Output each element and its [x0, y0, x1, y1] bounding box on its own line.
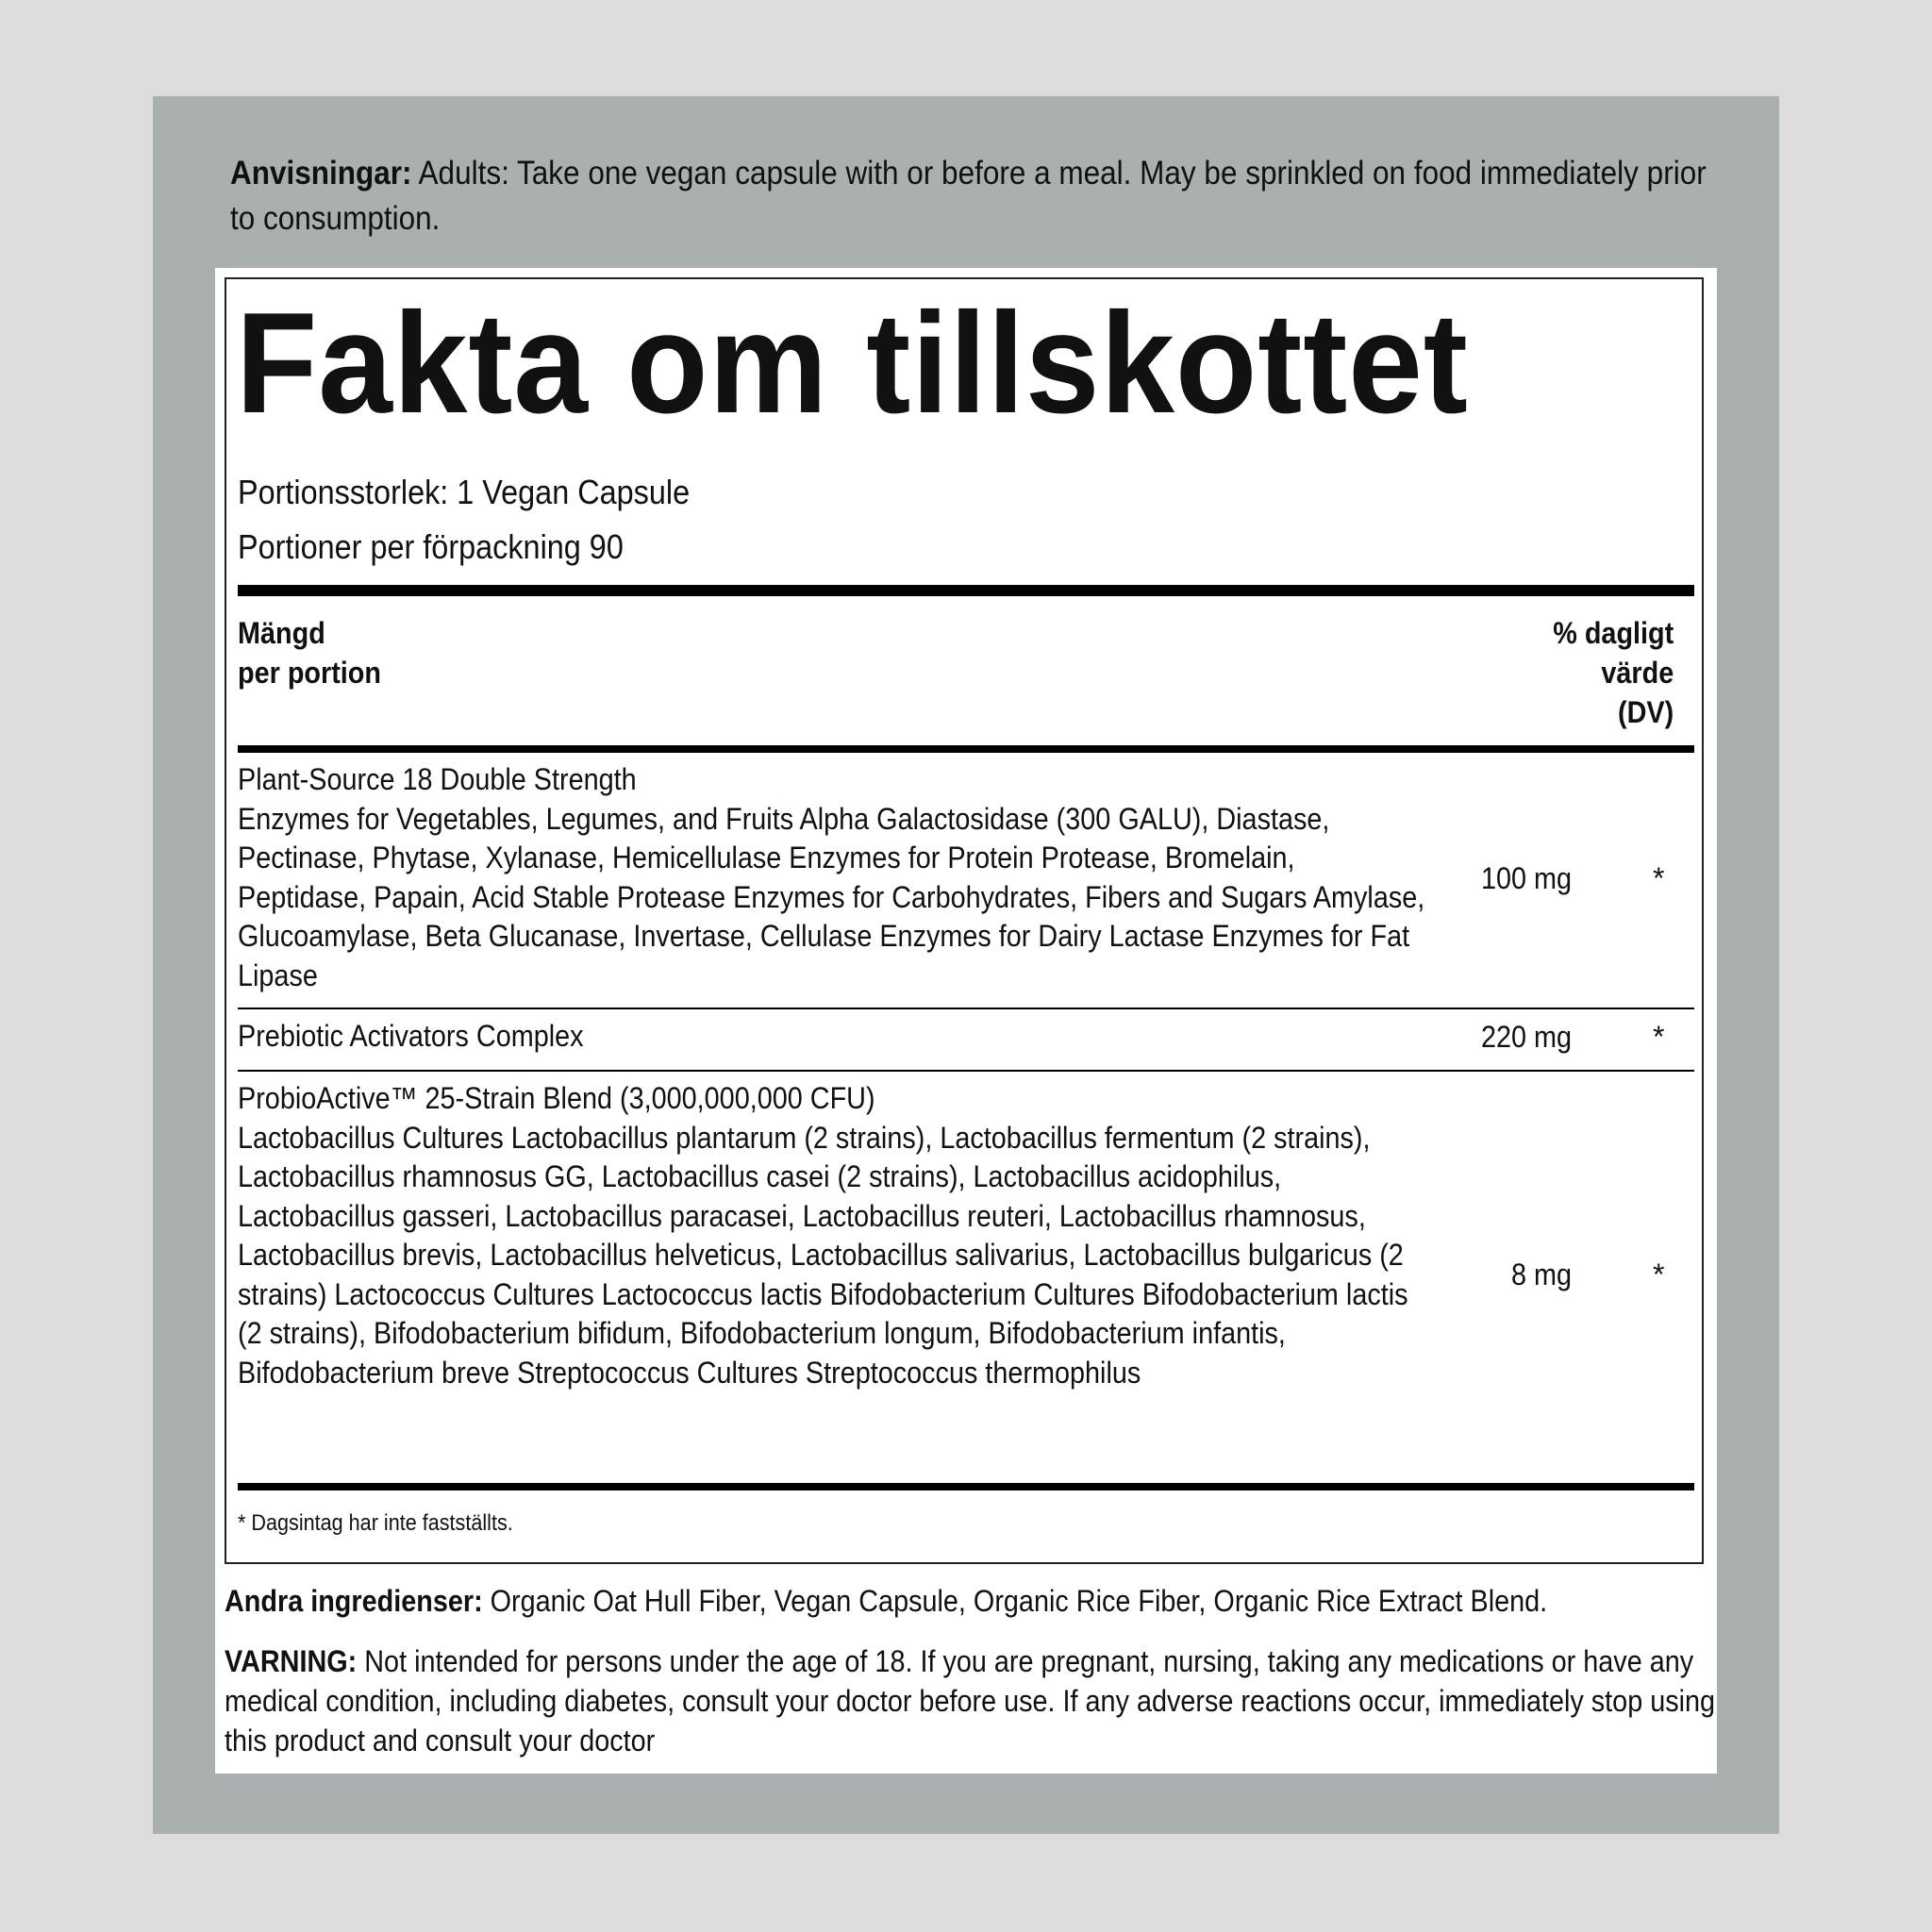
- warning-body: Not intended for persons under the age of 18. If you are pregnant, nursing, taking any medications or have any medical condition, including diabetes, consult your doctor before use. If any adverse reactions occur, immediately stop using this product and consult your doctor: [225, 1644, 1716, 1757]
- amount-per-serving-header: [238, 613, 381, 692]
- warning-label: VARNING:: [225, 1644, 358, 1678]
- facts-title: Fakta om tillskottet: [236, 283, 1469, 443]
- divider-thick: [238, 585, 1694, 596]
- ingredient-name: ProbioActive™ 25-Strain Blend (3,000,000,000 CFU): [238, 1081, 875, 1115]
- directions-text: [230, 151, 1716, 242]
- ingredient-amount: 220 mg: [1480, 1020, 1572, 1054]
- ingredient-row: [238, 1079, 1426, 1392]
- ingredient-amount: 8 mg: [1510, 1257, 1572, 1291]
- header-right-line1: % dagligt: [1553, 616, 1674, 650]
- ingredient-detail: Lactobacillus Cultures Lactobacillus plantarum (2 strains), Lactobacillus fermentum (2 strains), Lactobacillus rhamnosus GG, Lactobacillus casei (2 strains), Lactobacillus acidophilus, Lactobacillus gasseri, Lactobacillus paracasei, Lactobacillus reuteri, Lactobacillus rhamnosus, Lactobacillus brevis, Lactobacillus helveticus, Lactobacillus salivarius, Lactobacillus bulgaricus (2 strains) Lactococcus Cultures Lactococcus lactis Bifodobacterium Cultures Bifodobacterium lactis (2 strains), Bifodobacterium bifidum, Bifodobacterium longum, Bifodobacterium infantis, Bifodobacterium breve Streptococcus Cultures Streptococcus thermophilus: [238, 1120, 1408, 1390]
- divider-medium: [238, 745, 1694, 753]
- ingredient-row: [238, 1017, 1426, 1057]
- divider-thin: [238, 1070, 1694, 1072]
- ingredient-detail: Enzymes for Vegetables, Legumes, and Fruits Alpha Galactosidase (300 GALU), Diastase, Pectinase, Phytase, Xylanase, Hemicellulase Enzymes for Protein Protease, Bromelain, Peptidase, Papain, Acid Stable Protease Enzymes for Carbohydrates, Fibers and Sugars Amylase, Glucoamylase, Beta Glucanase, Invertase, Cellulase Enzymes for Dairy Lactase Enzymes for Fat Lipase: [238, 801, 1425, 992]
- warning-text: [225, 1641, 1719, 1760]
- header-left-line1: Mängd: [238, 616, 325, 650]
- serving-size: Portionsstorlek: 1 Vegan Capsule: [238, 473, 691, 511]
- divider-thin: [238, 1008, 1694, 1009]
- header-left-line2: per portion: [238, 656, 381, 690]
- ingredient-dv: *: [1653, 861, 1665, 895]
- header-right-line3: (DV): [1617, 695, 1674, 729]
- daily-value-footnote: * Dagsintag har inte fastställts.: [238, 1510, 513, 1536]
- ingredient-row: [238, 760, 1426, 995]
- ingredient-name: Plant-Source 18 Double Strength: [238, 762, 637, 796]
- other-ingredients-label: Andra ingredienser:: [225, 1584, 483, 1618]
- daily-value-header: [1553, 613, 1674, 732]
- other-ingredients-text: Organic Oat Hull Fiber, Vegan Capsule, Organic Rice Fiber, Organic Rice Extract Blend.: [482, 1584, 1548, 1618]
- ingredient-name: Prebiotic Activators Complex: [238, 1019, 584, 1053]
- header-right-line2: värde: [1601, 656, 1674, 690]
- divider-medium: [238, 1483, 1694, 1491]
- ingredient-dv: *: [1653, 1020, 1665, 1054]
- directions-label: Anvisningar:: [230, 155, 412, 192]
- ingredient-amount: 100 mg: [1480, 861, 1572, 895]
- directions-body: Adults: Take one vegan capsule with or before a meal. May be sprinkled on food immediately prior to consumption.: [230, 155, 1707, 237]
- other-ingredients: [225, 1581, 1710, 1621]
- servings-per-container: Portioner per förpackning 90: [238, 527, 624, 566]
- ingredient-dv: *: [1653, 1257, 1665, 1291]
